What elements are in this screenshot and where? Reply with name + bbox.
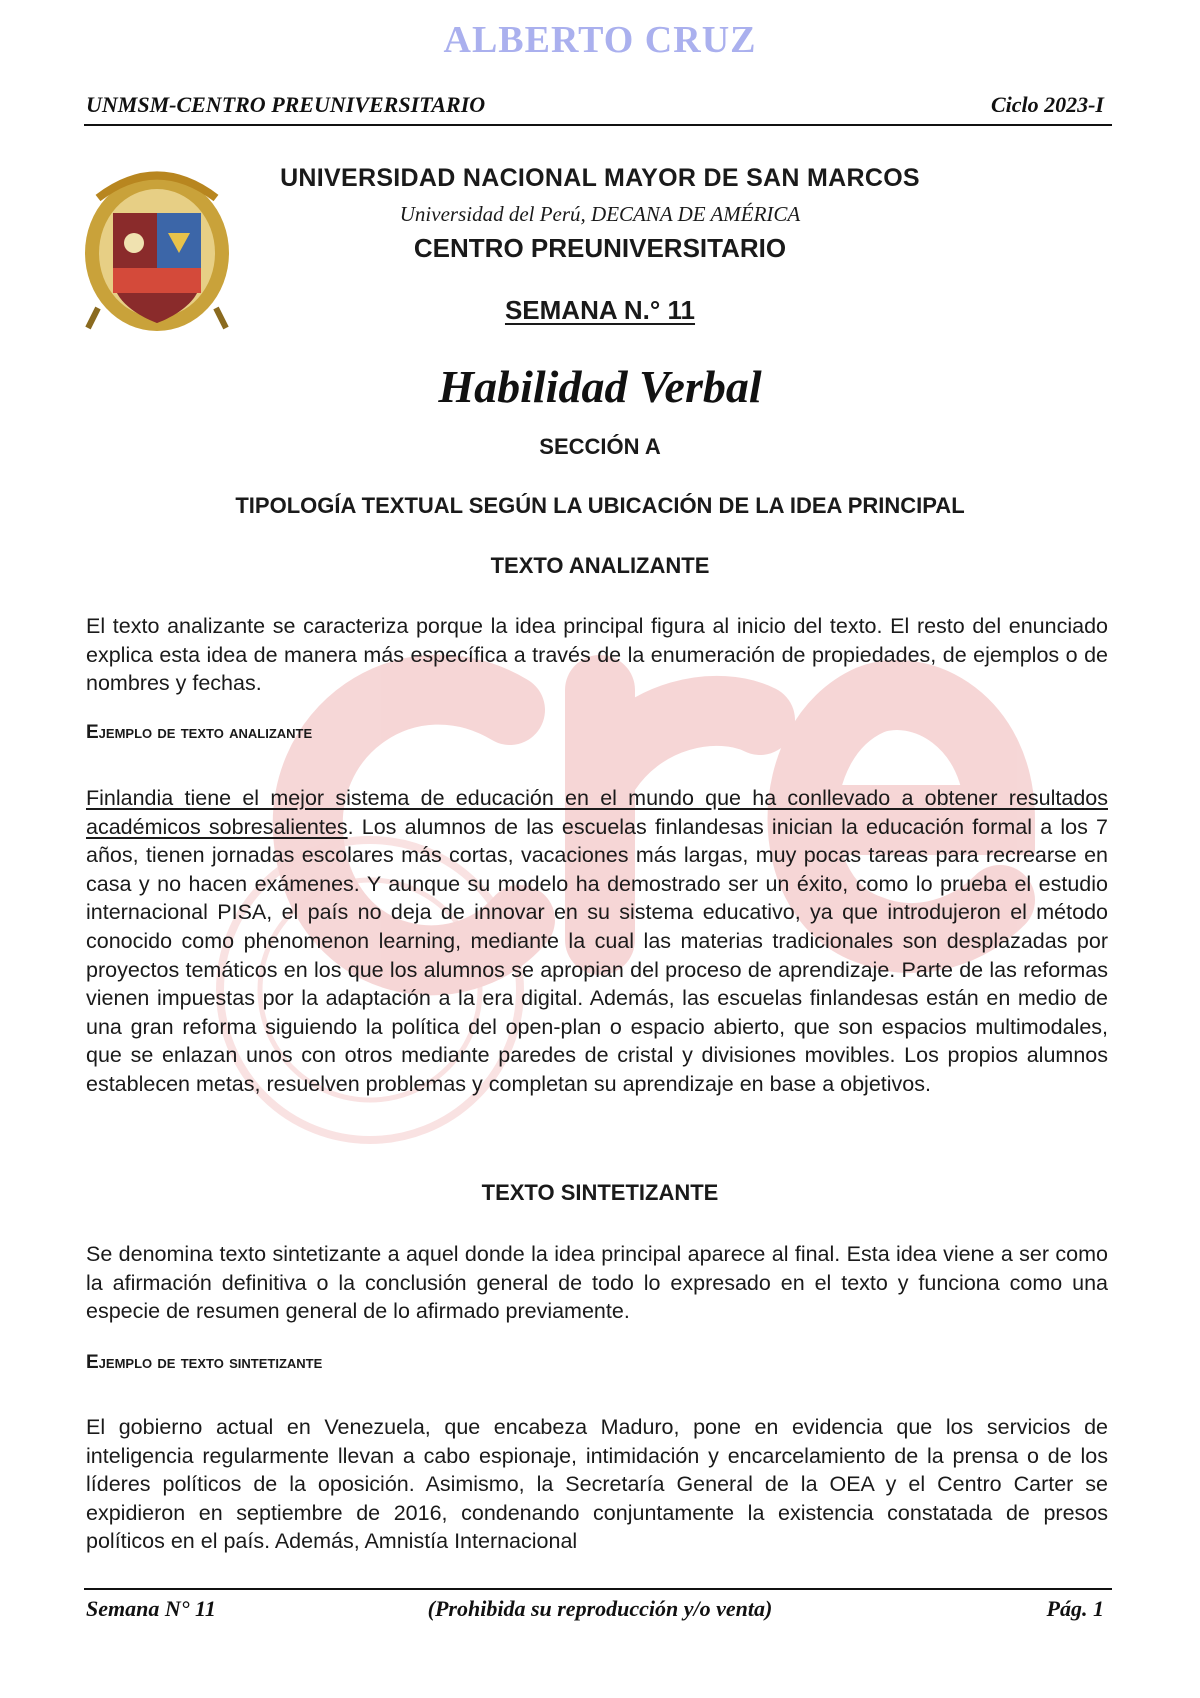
owner-watermark: ALBERTO CRUZ (443, 19, 757, 61)
footer-notice: (Prohibida su reproducción y/o venta) (427, 1596, 773, 1621)
university-subtitle: Universidad del Perú, DECANA DE AMÉRICA (399, 202, 801, 226)
topic-title: TIPOLOGÍA TEXTUAL SEGÚN LA UBICACIÓN DE LA IDEA PRINCIPAL (235, 493, 965, 518)
page-number: Pág. 1 (1046, 1596, 1104, 1621)
week-label: SEMANA N.° 11 (504, 295, 696, 325)
sintetizante-example-label: Ejemplo de texto sintetizante (86, 1352, 323, 1373)
header-rule (84, 124, 1112, 126)
university-name: UNIVERSIDAD NACIONAL MAYOR DE SAN MARCOS (280, 164, 920, 192)
running-header-left: UNMSM-CENTRO PREUNIVERSITARIO (86, 92, 486, 117)
course-title: Habilidad Verbal (438, 361, 762, 412)
university-crest-icon (78, 158, 236, 336)
sintetizante-example: El gobierno actual en Venezuela, que encabeza Maduro, pone en evidencia que los servicios de inteligencia regularmente llevan a cabo espionaje, intimidación y encarcelamiento de la prensa o de los líderes políticos de la oposición. Asimismo, la Secretaría General de la OEA y el Centro Carter se expidieron en septiembre de 2016, condenando conjuntamente la existencia constatada de presos políticos en el país. Además, Amnistía Internacional (86, 1415, 1108, 1554)
analizante-example-label: Ejemplo de texto analizante (86, 722, 313, 743)
analizante-definition: El texto analizante se caracteriza porque la idea principal figura al inicio del texto. El resto del enunciado explica esta idea de manera más específica a través de la enumeración de propiedades, de ejemplos o de nombres y fechas. (86, 614, 1108, 696)
running-header-right: Ciclo 2023-I (990, 92, 1104, 117)
section-title: SECCIÓN A (539, 434, 661, 459)
sintetizante-heading: TEXTO SINTETIZANTE (481, 1180, 719, 1205)
sintetizante-definition: Se denomina texto sintetizante a aquel donde la idea principal aparece al final. Esta idea viene a ser como la afirmación definitiva o la conclusión general de todo lo expresado en el texto y funciona como una especie de resumen general de lo afirmado previamente. (86, 1242, 1108, 1324)
main-idea: Finlandia tiene el mejor sistema de educación en el mundo que ha conllevado a obtener resultados académicos sobresalientes (86, 786, 1108, 839)
analizante-heading: TEXTO ANALIZANTE (490, 553, 710, 578)
footer-rule (84, 1588, 1112, 1590)
footer-week: Semana N° 11 (86, 1596, 216, 1621)
analizante-example: Finlandia tiene el mejor sistema de educación en el mundo que ha conllevado a obtener resultados académicos sobresalientes. Los alumnos de las escuelas finlandesas inician la educación formal a los 7 años, tienen jornadas escolares más cortas, vacaciones más largas, muy pocas tareas para recrearse en casa y no hacen exámenes. Y aunque su modelo ha demostrado ser un éxito, como lo prueba el estudio internacional PISA, el país no deja de innovar en su sistema educativo, ya que introdujeron el método conocido como phenomenon learning, mediante la cual las materias tradicionales son desplazadas por proyectos temáticos en los que los alumnos se apropian del proceso de aprendizaje. Parte de las reformas vienen impuestas por la adaptación a la era digital. Además, las escuelas finlandesas están en medio de una gran reforma siguiendo la política del open-plan o espacio abierto, que son espacios multimodales, que se enlazan unos con otros mediante paredes de cristal y divisiones movibles. Los propios alumnos establecen metas, resuelven problemas y completan su aprendizaje en base a objetivos. (86, 786, 1109, 1096)
center-name: CENTRO PREUNIVERSITARIO (413, 233, 787, 263)
